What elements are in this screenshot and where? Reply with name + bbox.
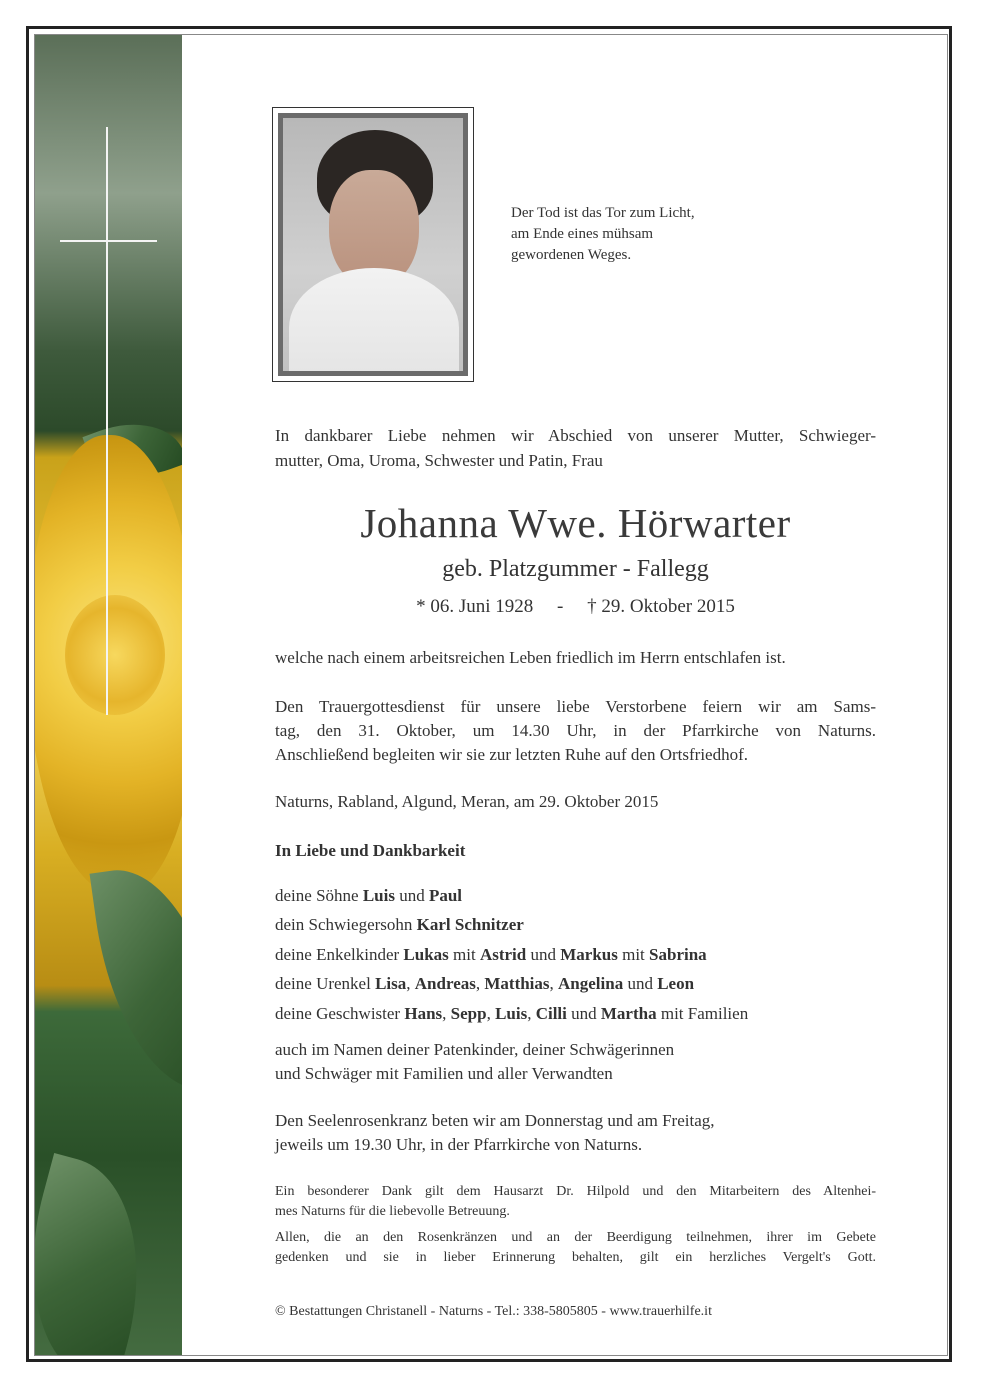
family-line-grandchildren <box>275 943 707 967</box>
intro-line: In dankbarer Liebe nehmen wir Abschied von unserer Mutter, Schwieger- <box>275 426 876 445</box>
motto-verse <box>511 203 771 266</box>
family-member-name: Lukas <box>403 945 449 964</box>
intro-line: mutter, Oma, Uroma, Schwester und Patin, Frau <box>275 451 603 470</box>
life-dates: * 06. Juni 1928 - † 29. Oktober 2015 <box>416 596 735 617</box>
family-text: , <box>527 1004 536 1023</box>
family-text: und <box>623 974 658 993</box>
rose-image-strip <box>35 35 182 1355</box>
motto-line: gewordenen Weges. <box>511 247 632 263</box>
family-line-son-in-law <box>275 913 524 937</box>
family-member-name: Lisa <box>375 974 407 993</box>
thanks-line: Allen, die an den Rosenkränzen und an der Beerdigung teilnehmen, ihrer im Gebete <box>275 1230 876 1245</box>
family-text: , <box>406 974 415 993</box>
thanks-line: Ein besonderer Dank gilt dem Hausarzt Dr. Hilpold und den Mitarbeitern des Altenhei- <box>275 1184 876 1199</box>
rose-center-shape <box>65 595 165 715</box>
family-member-name: Luis <box>362 886 395 905</box>
family-line-siblings <box>275 1002 748 1026</box>
family-member-name: Cilli <box>535 1004 567 1023</box>
leaf-shape <box>35 1153 170 1355</box>
family-member-name: Matthias <box>484 974 550 993</box>
rosary-line: Den Seelenrosenkranz beten wir am Donnerstag und am Freitag, <box>275 1111 715 1130</box>
motto-line: am Ende eines mühsam <box>511 226 654 242</box>
service-line: tag, den 31. Oktober, um 14.30 Uhr, in der Pfarrkirche von Naturns. <box>275 721 876 740</box>
family-line-great-grandchildren <box>275 972 694 996</box>
family-line-sons <box>275 884 462 908</box>
deceased-name: Johanna Wwe. Hörwarter <box>360 500 791 546</box>
family-text: , <box>475 974 485 993</box>
service-line: Den Trauergottesdienst für unsere liebe Verstorbene feiern wir am Sams- <box>275 697 876 716</box>
birth-name: geb. Platzgummer - Fallegg <box>442 556 709 582</box>
family-text: und <box>566 1004 601 1023</box>
family-member-name: Hans <box>404 1004 443 1023</box>
family-member-name: Luis <box>495 1004 528 1023</box>
family-text: deine Geschwister <box>275 1004 405 1023</box>
family-member-name: Martha <box>600 1004 657 1023</box>
family-text: und <box>394 886 429 905</box>
thanks-line: gedenken und sie in lieber Erinnerung behalten, gilt ein herzliches Vergelt's Gott. <box>275 1250 876 1265</box>
family-text: dein Schwiegersohn <box>275 915 417 934</box>
family-member-name: Karl Schnitzer <box>416 915 524 934</box>
family-text: , <box>486 1004 496 1023</box>
leaf-shape <box>90 858 182 1101</box>
family-member-name: Astrid <box>479 945 527 964</box>
cross-icon-vertical <box>106 127 108 715</box>
family-text: , <box>549 974 559 993</box>
family-text: deine Söhne <box>275 886 363 905</box>
family-member-name: Sabrina <box>649 945 707 964</box>
family-line-also: und Schwäger mit Familien und aller Verwandten <box>275 1064 613 1083</box>
family-text: deine Urenkel <box>275 974 376 993</box>
thanks-line: mes Naturns für die liebevolle Betreuung. <box>275 1204 510 1219</box>
family-member-name: Leon <box>657 974 695 993</box>
passing-text: welche nach einem arbeitsreichen Leben friedlich im Herrn entschlafen ist. <box>275 648 786 667</box>
cross-icon-horizontal <box>60 240 157 242</box>
family-member-name: Markus <box>560 945 618 964</box>
place-date: Naturns, Rabland, Algund, Meran, am 29. Oktober 2015 <box>275 792 659 811</box>
family-text: , <box>442 1004 451 1023</box>
family-member-name: Sepp <box>450 1004 487 1023</box>
family-text: mit <box>617 945 650 964</box>
family-text: deine Enkelkinder <box>275 945 404 964</box>
footer-credit: © Bestattungen Christanell - Naturns - Tel.: 338-5805805 - www.trauerhilfe.it <box>275 1304 712 1319</box>
motto-line: Der Tod ist das Tor zum Licht, <box>511 205 695 221</box>
family-member-name: Angelina <box>558 974 624 993</box>
rosary-line: jeweils um 19.30 Uhr, in der Pfarrkirche von Naturns. <box>275 1135 643 1154</box>
service-line: Anschließend begleiten wir sie zur letzten Ruhe auf den Ortsfriedhof. <box>275 745 749 764</box>
family-member-name: Paul <box>428 886 463 905</box>
family-text: und <box>526 945 561 964</box>
family-line-also: auch im Namen deiner Patenkinder, deiner Schwägerinnen <box>275 1040 675 1059</box>
family-heading: In Liebe und Dankbarkeit <box>275 841 466 860</box>
family-text: mit Familien <box>656 1004 749 1023</box>
portrait-frame <box>272 107 474 382</box>
portrait-photo <box>278 113 468 376</box>
family-text: mit <box>448 945 480 964</box>
family-member-name: Andreas <box>414 974 476 993</box>
